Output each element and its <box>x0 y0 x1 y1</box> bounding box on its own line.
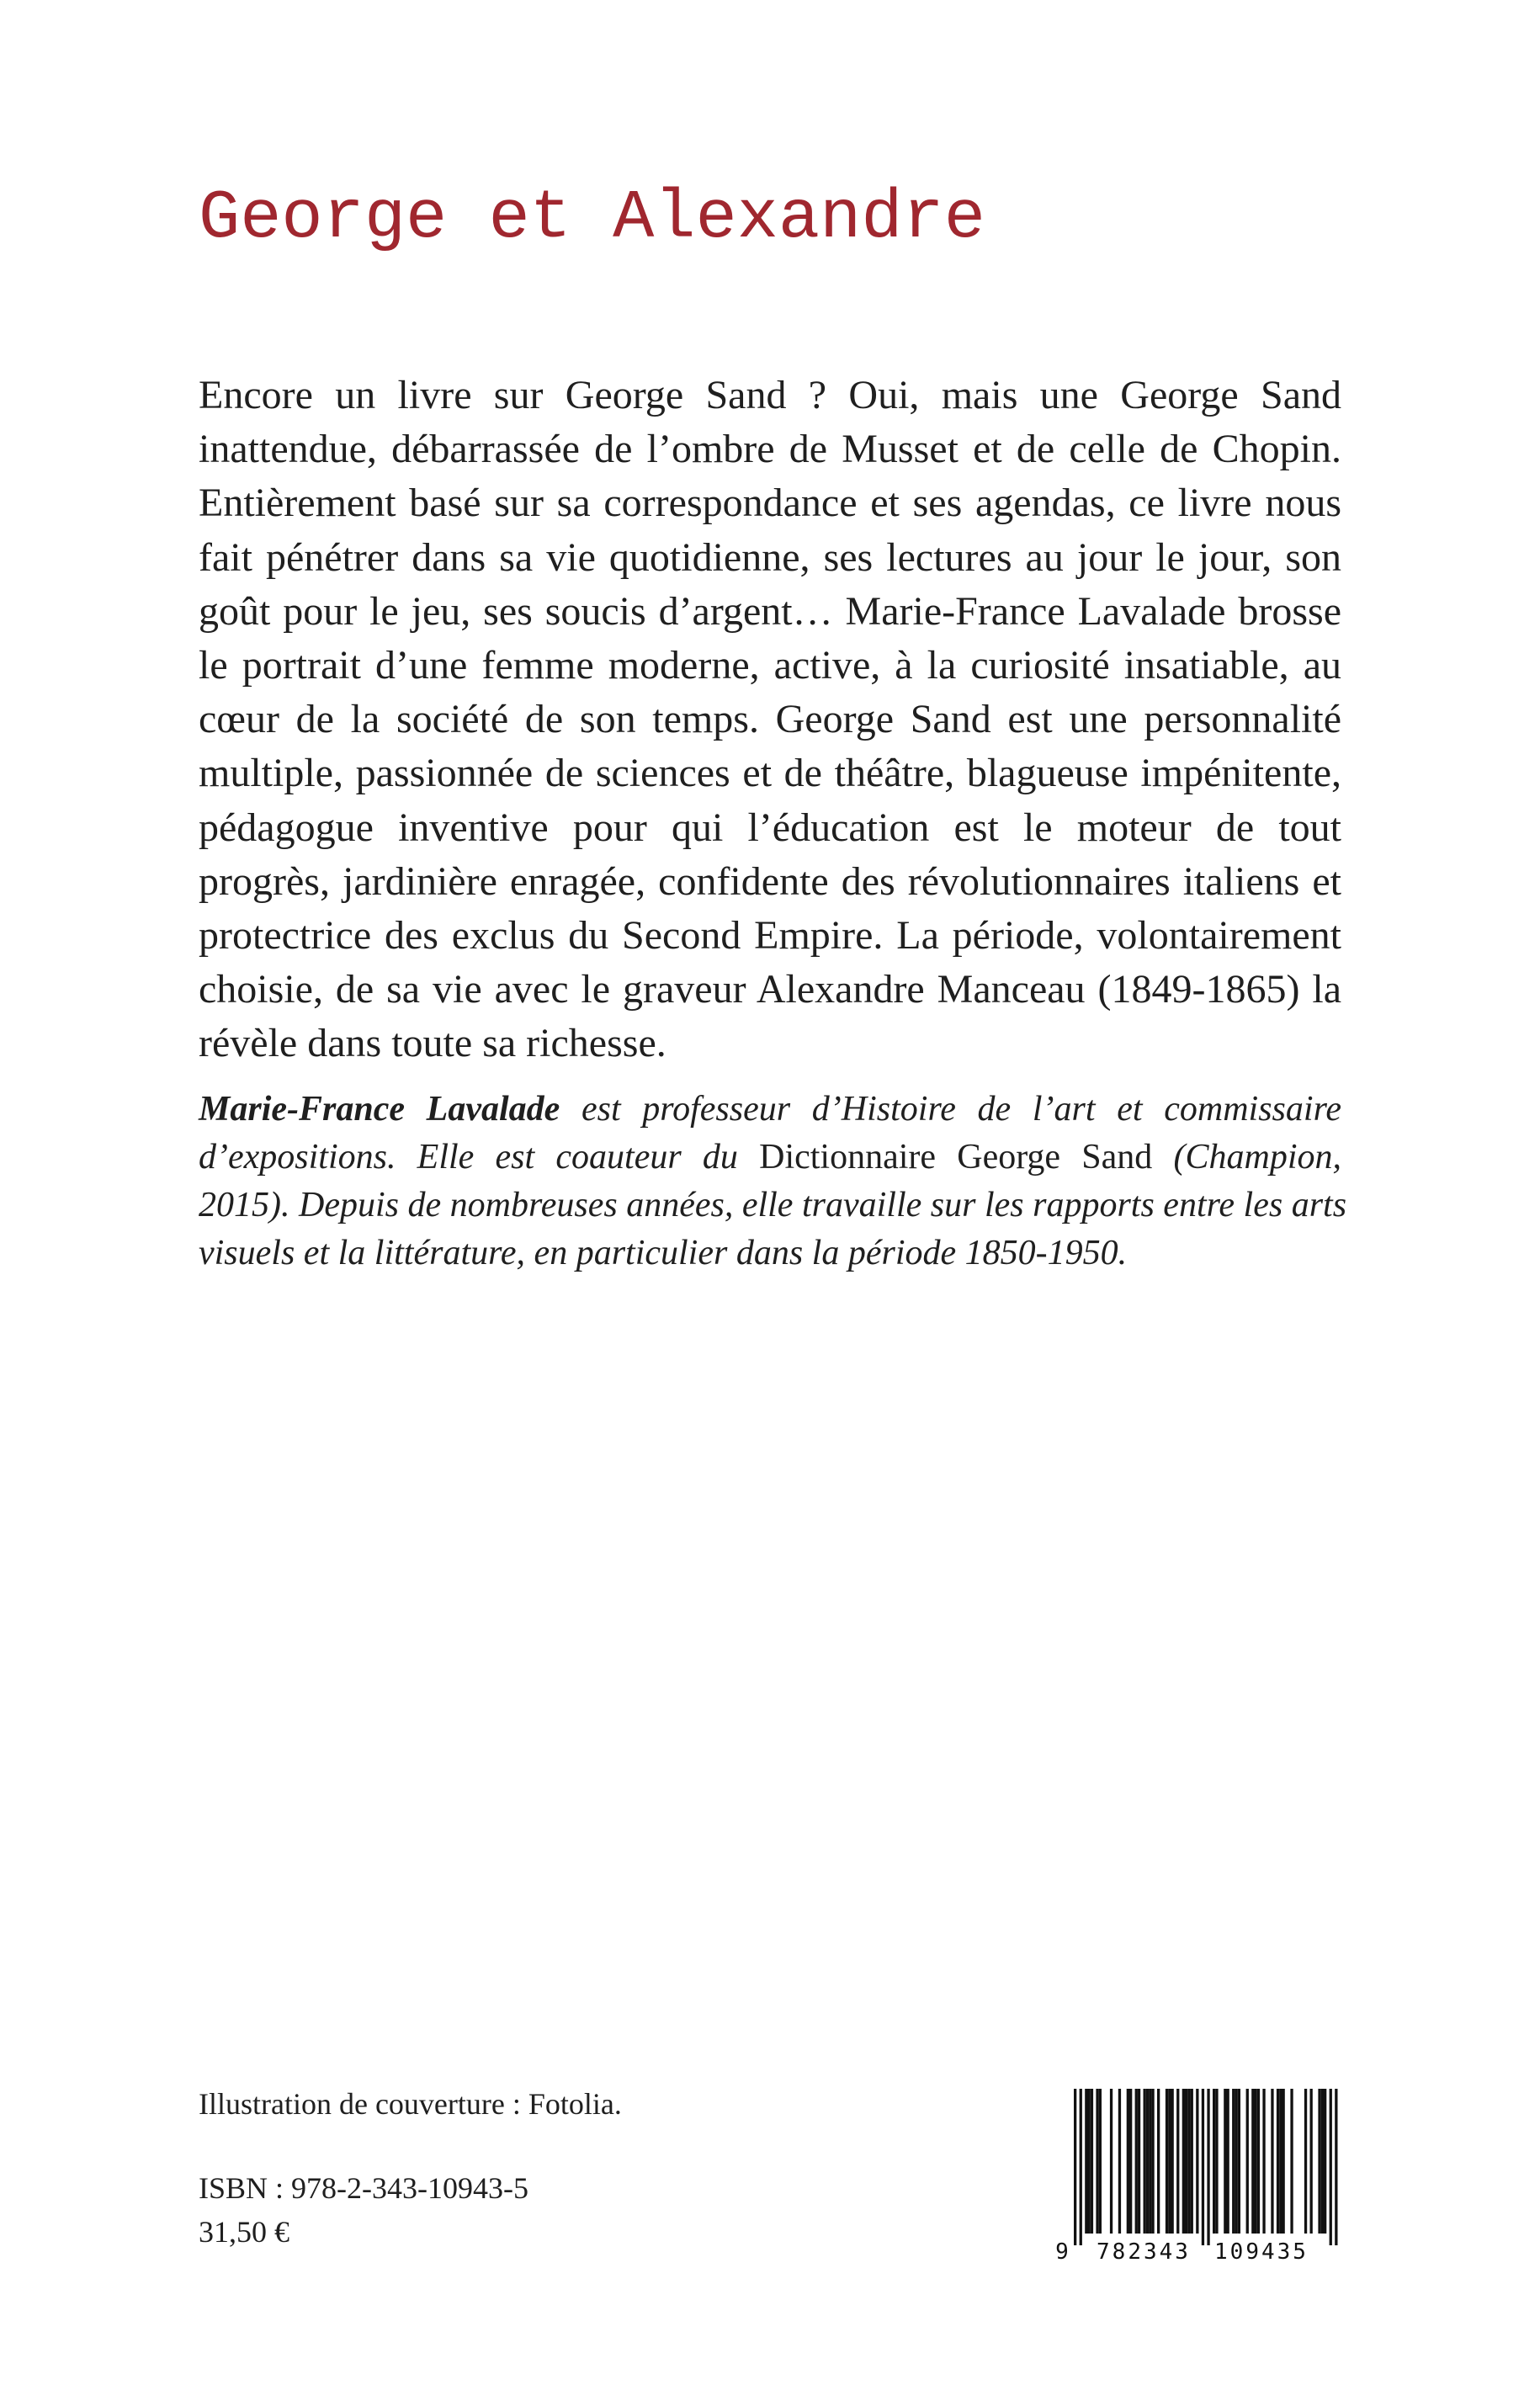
barcode-bar <box>1304 2089 1307 2234</box>
barcode-bar <box>1257 2089 1260 2234</box>
bio-text: d’expositions. Elle est coauteur du <box>199 1138 760 1177</box>
barcode-bar <box>1096 2089 1098 2234</box>
barcode-bar <box>1182 2089 1185 2234</box>
barcode-bar <box>1138 2089 1140 2234</box>
blurb-line: multiple, passionnée de sciences et de théâtre, blagueuse impénitente, <box>199 751 1341 796</box>
barcode-bar <box>1171 2089 1174 2234</box>
barcode-bar <box>1166 2089 1168 2234</box>
barcode-bar <box>1196 2089 1198 2234</box>
barcode-bar <box>1176 2089 1179 2234</box>
barcode-guard-bar <box>1074 2089 1076 2245</box>
barcode-bar <box>1310 2089 1313 2234</box>
barcode-bar <box>1251 2089 1254 2234</box>
barcode-bar <box>1235 2089 1237 2234</box>
barcode-bar <box>1157 2089 1160 2234</box>
blurb-line: choisie, de sa vie avec le graveur Alexandre Manceau (1849-1865) la <box>199 967 1341 1012</box>
barcode-bar <box>1085 2089 1087 2234</box>
barcode-bar <box>1246 2089 1249 2234</box>
barcode-guard-bar <box>1202 2089 1204 2245</box>
barcode-bar <box>1151 2089 1154 2234</box>
barcode-bar <box>1324 2089 1326 2234</box>
barcode-bar <box>1146 2089 1149 2234</box>
bio-line: visuels et la littérature, en particulier dans la période 1850-1950. <box>199 1234 1128 1272</box>
barcode-bar <box>1187 2089 1190 2234</box>
bio-text: est professeur d’Histoire de l’art et commissaire <box>560 1090 1341 1129</box>
author-bio <box>199 1086 1347 1277</box>
price: 31,50 € <box>199 2215 289 2249</box>
barcode-guard-bar <box>1207 2089 1209 2245</box>
barcode-bar <box>1144 2089 1146 2234</box>
barcode-graphic <box>1050 2085 1341 2265</box>
barcode-bar <box>1168 2089 1171 2234</box>
barcode-bar <box>1282 2089 1285 2234</box>
barcode <box>1050 2085 1341 2265</box>
bio-text: (Champion, <box>1152 1138 1342 1177</box>
book-blurb <box>199 369 1341 1071</box>
barcode-first-digit: 9 <box>1055 2239 1069 2265</box>
cover-illustration-credit: Illustration de couverture : Fotolia. <box>199 2087 622 2121</box>
barcode-bar <box>1110 2089 1113 2234</box>
barcode-bar <box>1191 2089 1193 2234</box>
author-name: Marie-France Lavalade <box>199 1090 560 1129</box>
barcode-bar <box>1149 2089 1151 2234</box>
barcode-bar <box>1227 2089 1229 2234</box>
barcode-guard-bar <box>1335 2089 1337 2245</box>
bio-line <box>199 1086 1341 1134</box>
blurb-line: révèle dans toute sa richesse. <box>199 1021 666 1066</box>
barcode-bar <box>1127 2089 1129 2234</box>
blurb-line: pédagogue inventive pour qui l’éducation est le moteur de tout <box>199 805 1341 850</box>
blurb-line: Encore un livre sur George Sand ? Oui, mais une George Sand <box>199 373 1341 417</box>
book-title: George et Alexandre <box>199 179 985 258</box>
barcode-bar <box>1118 2089 1121 2234</box>
barcode-bar <box>1185 2089 1187 2234</box>
barcode-bar <box>1215 2089 1218 2234</box>
blurb-line: inattendue, débarrassée de l’ombre de Musset et de celle de Chopin. <box>199 427 1341 472</box>
barcode-guard-bar <box>1330 2089 1332 2245</box>
barcode-bar <box>1277 2089 1279 2234</box>
barcode-bar <box>1224 2089 1226 2234</box>
barcode-bar <box>1255 2089 1257 2234</box>
bio-line: 2015). Depuis de nombreuses années, elle travaille sur les rapports entre les arts <box>199 1186 1347 1224</box>
blurb-line: protectrice des exclus du Second Empire. La période, volontairement <box>199 913 1341 959</box>
barcode-bar <box>1271 2089 1273 2234</box>
barcode-right-digits: 109435 <box>1214 2239 1309 2265</box>
book-reference: Dictionnaire George Sand <box>759 1138 1153 1177</box>
barcode-bar <box>1129 2089 1132 2234</box>
barcode-bar <box>1279 2089 1282 2234</box>
barcode-bar <box>1135 2089 1138 2234</box>
blurb-line: progrès, jardinière enragée, confidente des révolutionnaires italiens et <box>199 858 1341 904</box>
blurb-line: fait pénétrer dans sa vie quotidienne, ses lectures au jour le jour, son <box>199 534 1341 580</box>
barcode-bar <box>1238 2089 1240 2234</box>
bio-line <box>199 1134 1341 1182</box>
barcode-bar <box>1213 2089 1215 2234</box>
barcode-left-digits: 782343 <box>1097 2239 1191 2265</box>
barcode-bar <box>1262 2089 1265 2234</box>
barcode-bar <box>1088 2089 1091 2234</box>
isbn-number: ISBN : 978-2-343-10943-5 <box>199 2171 528 2205</box>
blurb-line: goût pour le jeu, ses soucis d’argent… Marie-France Lavalade brosse <box>199 588 1341 634</box>
barcode-bar <box>1232 2089 1235 2234</box>
blurb-line: Entièrement basé sur sa correspondance et ses agendas, ce livre nous <box>199 481 1341 526</box>
blurb-line: le portrait d’une femme moderne, active, à la curiosité insatiable, au <box>199 643 1341 688</box>
barcode-bar <box>1290 2089 1293 2234</box>
barcode-bar <box>1099 2089 1102 2234</box>
barcode-guard-bar <box>1080 2089 1082 2245</box>
barcode-bar <box>1091 2089 1093 2234</box>
barcode-bar <box>1321 2089 1324 2234</box>
blurb-line: cœur de la société de son temps. George Sand est une personnalité <box>199 697 1341 742</box>
barcode-bar <box>1318 2089 1320 2234</box>
